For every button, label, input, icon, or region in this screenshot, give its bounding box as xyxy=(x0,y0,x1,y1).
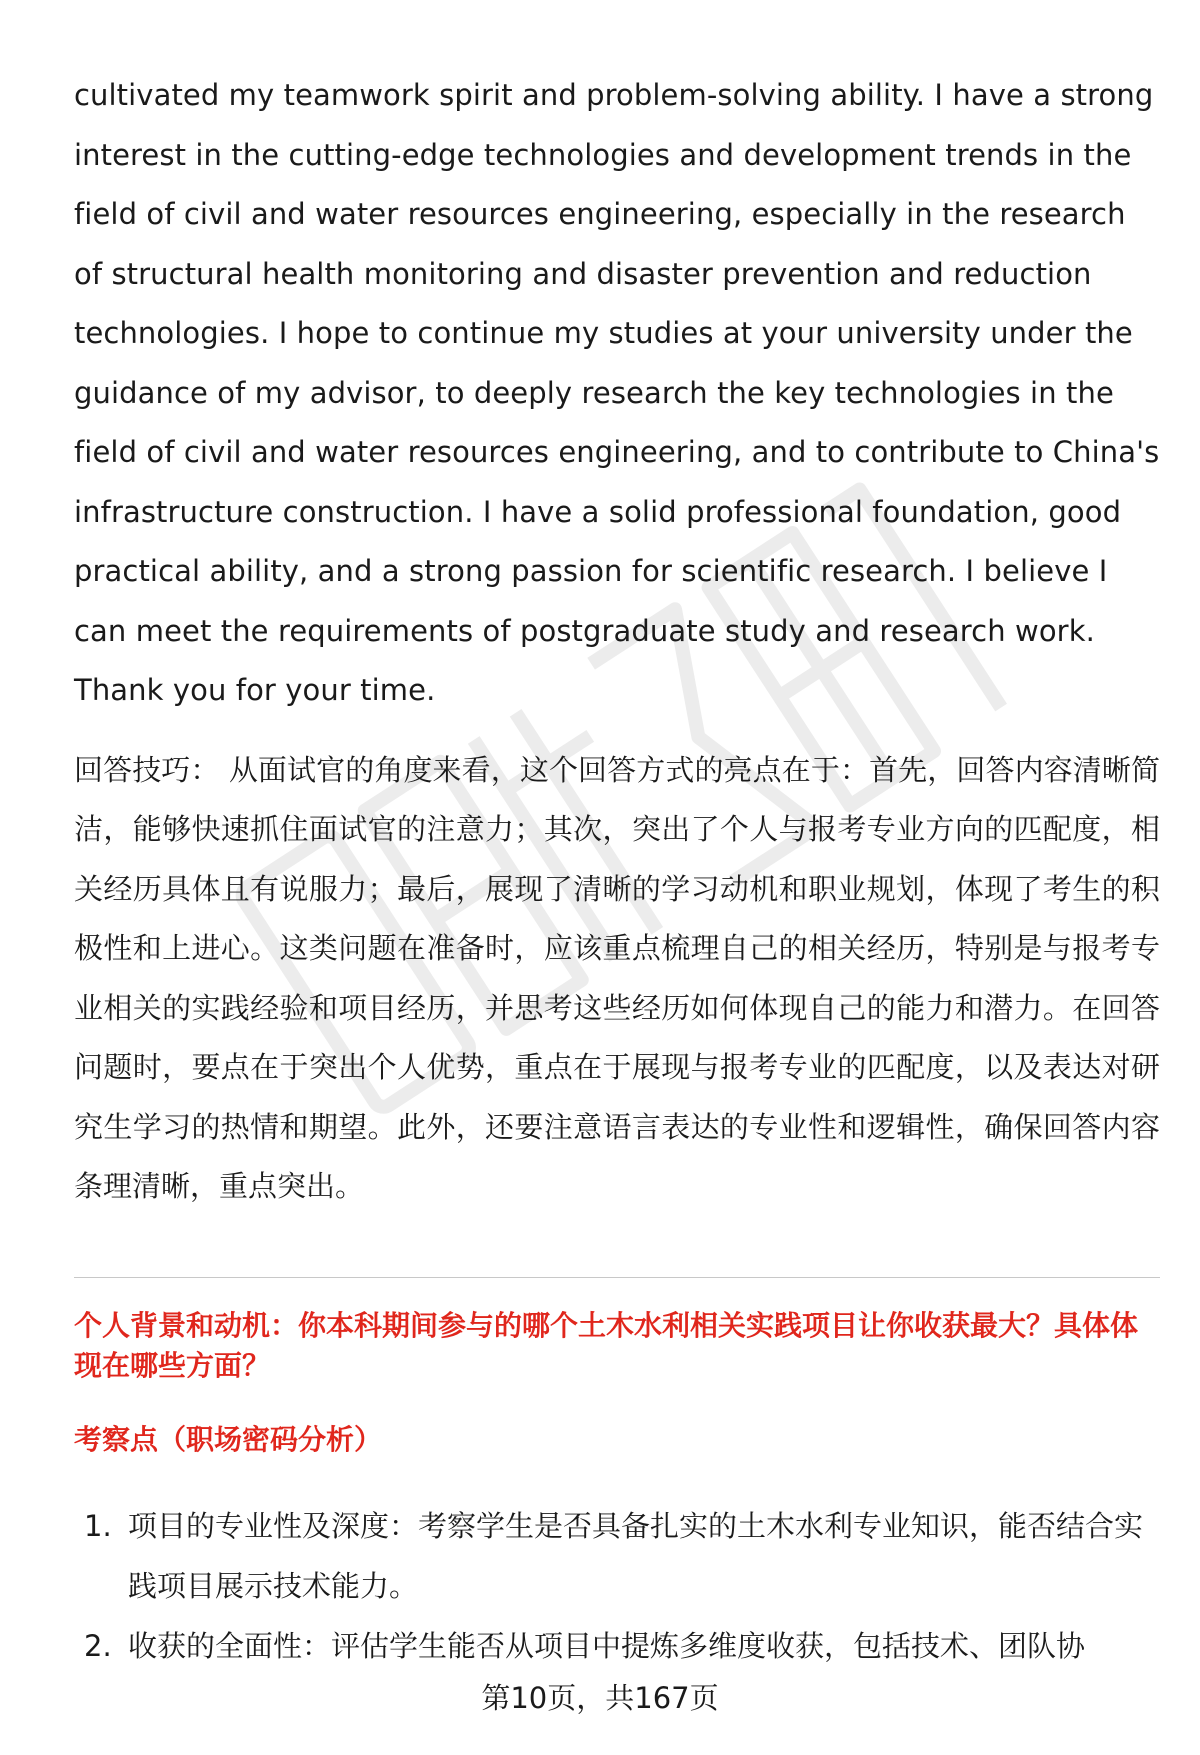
section-divider xyxy=(74,1277,1160,1278)
page-number-footer: 第10页，共167页 xyxy=(481,1681,719,1715)
list-item xyxy=(74,1616,1160,1676)
english-answer-paragraph: cultivated my teamwork spirit and problem-solving ability. I have a strong interest in the cutting-edge technologies and development trends in the field of civil and water resources engineering, especially in the research of structural health monitoring and disaster prevention and reduction technologies. I hope to continue my studies at your university under the guidance of my advisor, to deeply research the key technologies in the field of civil and water resources engineering, and to contribute to China's infrastructure construction. I have a solid professional foundation, good practical ability, and a strong passion for scientific research. I believe I can meet the requirements of postgraduate study and research work. Thank you for your time. xyxy=(74,78,1160,707)
list-item-text: 项目的专业性及深度：考察学生是否具备扎实的土木水利专业知识，能否结合实践项目展示技术能力。 xyxy=(128,1509,1144,1603)
list-item xyxy=(74,1496,1160,1616)
list-item-text: 收获的全面性：评估学生能否从项目中提炼多维度收获，包括技术、团队协 xyxy=(128,1629,1086,1663)
answer-tips-paragraph: 回答技巧： 从面试官的角度来看，这个回答方式的亮点在于：首先，回答内容清晰简洁，能够快速抓住面试官的注意力；其次，突出了个人与报考专业方向的匹配度，相关经历具体且有说服力；最后，展现了清晰的学习动机和职业规划，体现了考生的积极性和上进心。这类问题在准备时，应该重点梳理自己的相关经历，特别是与报考专业相关的实践经验和项目经历，并思考这些经历如何体现自己的能力和潜力。在回答问题时，要点在于突出个人优势，重点在于展现与报考专业的匹配度，以及表达对研究生学习的热情和期望。此外，还要注意语言表达的专业性和逻辑性，确保回答内容条理清晰，重点突出。 xyxy=(74,752,1160,1203)
document-page xyxy=(74,66,1160,1217)
assessment-points-list xyxy=(74,1496,1160,1676)
assessment-subheading: 考察点（职场密码分析） xyxy=(74,1423,383,1456)
question-title: 个人背景和动机：你本科期间参与的哪个土木水利相关实践项目让你收获最大？具体体现在哪些方面？ xyxy=(74,1309,1139,1382)
list-item-number: 1. xyxy=(84,1509,112,1543)
list-item-number: 2. xyxy=(84,1629,112,1663)
